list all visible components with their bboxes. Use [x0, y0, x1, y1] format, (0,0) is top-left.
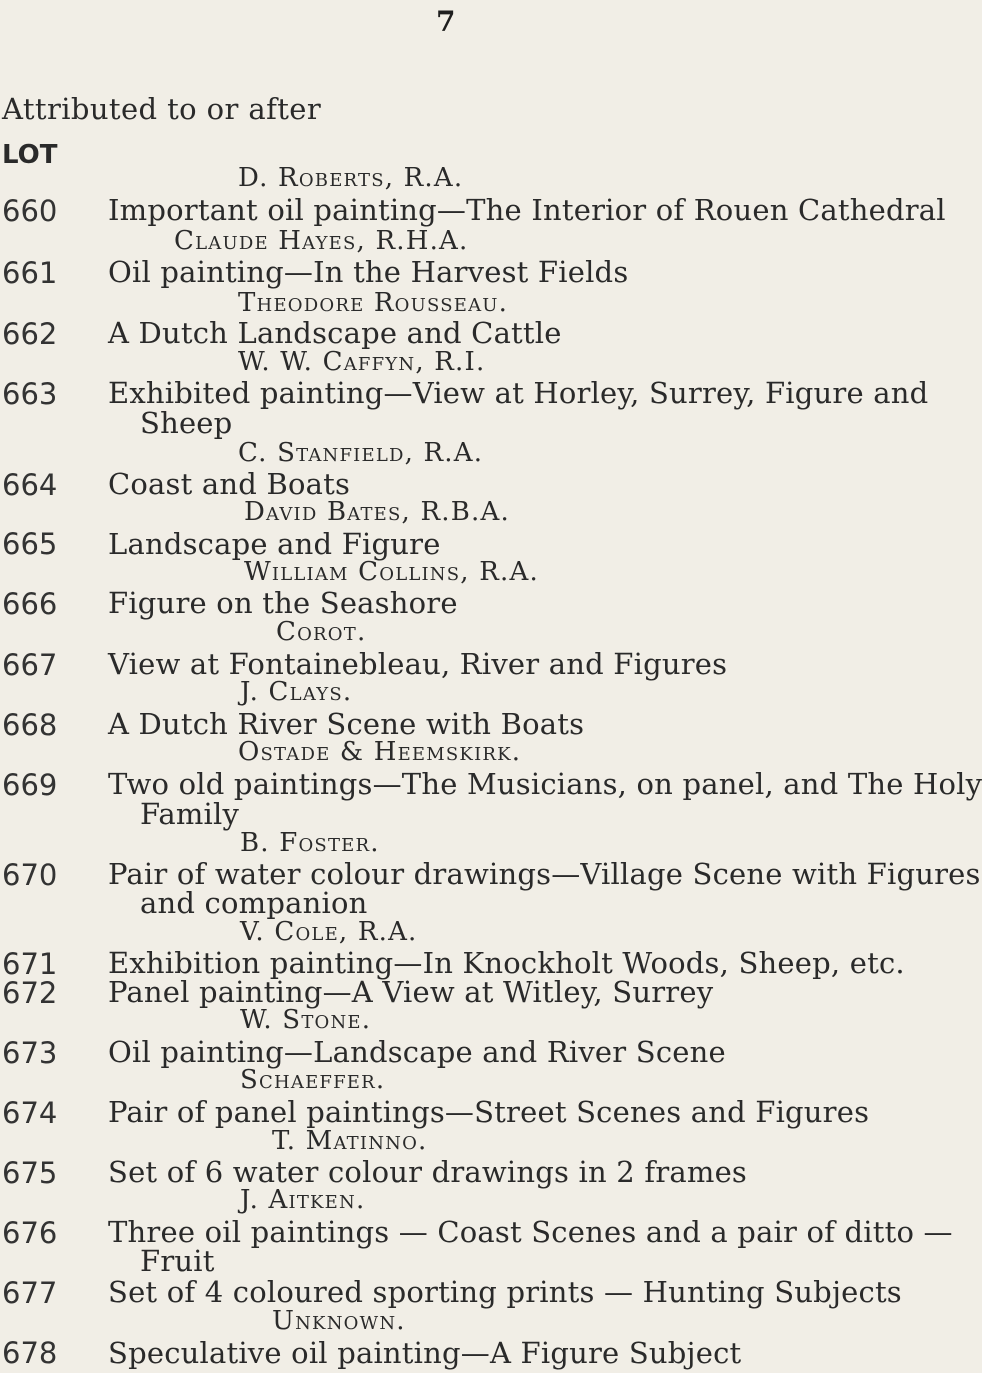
lot-number: 678 [2, 1336, 58, 1371]
lot-description-continued: Family [140, 797, 240, 832]
lot-description: Figure on the Seashore [108, 586, 458, 621]
lot-description: Set of 6 water colour drawings in 2 frames [108, 1154, 748, 1189]
artist-name: Unknown. [272, 1305, 406, 1336]
artist-name: J. Clays. [240, 676, 353, 707]
lot-number: 676 [2, 1216, 58, 1251]
lot-number: 664 [2, 467, 58, 502]
lot-number: 673 [2, 1036, 58, 1071]
lot-description-continued: Fruit [140, 1244, 215, 1279]
lot-description: View at Fontainebleau, River and Figures [108, 646, 728, 681]
lot-number: 675 [2, 1155, 58, 1190]
lot-description: Oil painting—Landscape and River Scene [108, 1035, 726, 1070]
lot-description: Three oil paintings — Coast Scenes and a pair of ditto — [108, 1215, 953, 1250]
lot-number: 667 [2, 647, 58, 682]
page-number: 7 [436, 5, 456, 38]
lot-number: 669 [2, 768, 58, 803]
lot-number: 666 [2, 587, 58, 622]
lot-number: 660 [2, 193, 58, 228]
lot-description: Set of 4 coloured sporting prints — Hunting Subjects [108, 1275, 902, 1309]
lot-number: 668 [2, 707, 58, 742]
artist-name: Schaeffer. [240, 1065, 386, 1096]
lot-number: 677 [2, 1275, 58, 1310]
artist-name: V. Cole, R.A. [240, 916, 418, 947]
artist-name: C. Stanfield, R.A. [238, 437, 484, 468]
lot-description-continued: and companion [140, 885, 368, 920]
lot-description: Pair of water colour drawings—Village Scene with Figures [108, 856, 981, 891]
artist-name: Theodore Rousseau. [238, 287, 509, 318]
lot-description: Pair of panel paintings—Street Scenes and Figures [108, 1094, 870, 1129]
lot-number: 674 [2, 1095, 58, 1130]
artist-name: B. Foster. [240, 827, 380, 858]
artist-name: T. Matinno. [272, 1125, 428, 1156]
lot-description: Landscape and Figure [108, 526, 441, 561]
lot-description: Panel painting—A View at Witley, Surrey [108, 974, 714, 1009]
lot-description: Oil painting—In the Harvest Fields [108, 255, 629, 290]
section-heading: Attributed to or after [2, 92, 322, 126]
lot-number: 661 [2, 256, 58, 291]
artist-name: William Collins, R.A. [244, 557, 539, 588]
lot-number: 672 [2, 975, 58, 1010]
artist-name: J. Aitken. [240, 1185, 366, 1216]
lot-description-continued: Sheep [140, 406, 233, 441]
lot-number: 665 [2, 527, 58, 562]
lot-number: 670 [2, 857, 58, 892]
lot-description: Speculative oil painting—A Figure Subject [108, 1335, 742, 1370]
artist-name: W. W. Caffyn, R.I. [238, 346, 486, 377]
artist-name: D. Roberts, R.A. [238, 163, 464, 194]
lot-description: Exhibition painting—In Knockholt Woods, Sheep, etc. [108, 946, 905, 981]
artist-name: Claude Hayes, R.H.A. [174, 226, 469, 257]
lot-description: Exhibited painting—View at Horley, Surrey, Figure and [108, 376, 929, 411]
lot-column-header: LOT [2, 140, 58, 170]
artist-name: David Bates, R.B.A. [244, 496, 510, 527]
lot-description: Important oil painting—The Interior of Rouen Cathedral [108, 193, 946, 228]
artist-name: W. Stone. [240, 1005, 372, 1036]
lot-number: 663 [2, 377, 58, 412]
lot-description: Coast and Boats [108, 466, 351, 501]
artist-name: Ostade & Heemskirk. [238, 737, 522, 768]
lot-number: 671 [2, 947, 58, 982]
lot-description: A Dutch River Scene with Boats [108, 706, 585, 741]
lot-number: 662 [2, 316, 58, 351]
lot-description: A Dutch Landscape and Cattle [108, 315, 562, 350]
lot-description: Two old paintings—The Musicians, on panel, and The Holy [108, 767, 982, 802]
artist-name: Corot. [276, 617, 367, 648]
